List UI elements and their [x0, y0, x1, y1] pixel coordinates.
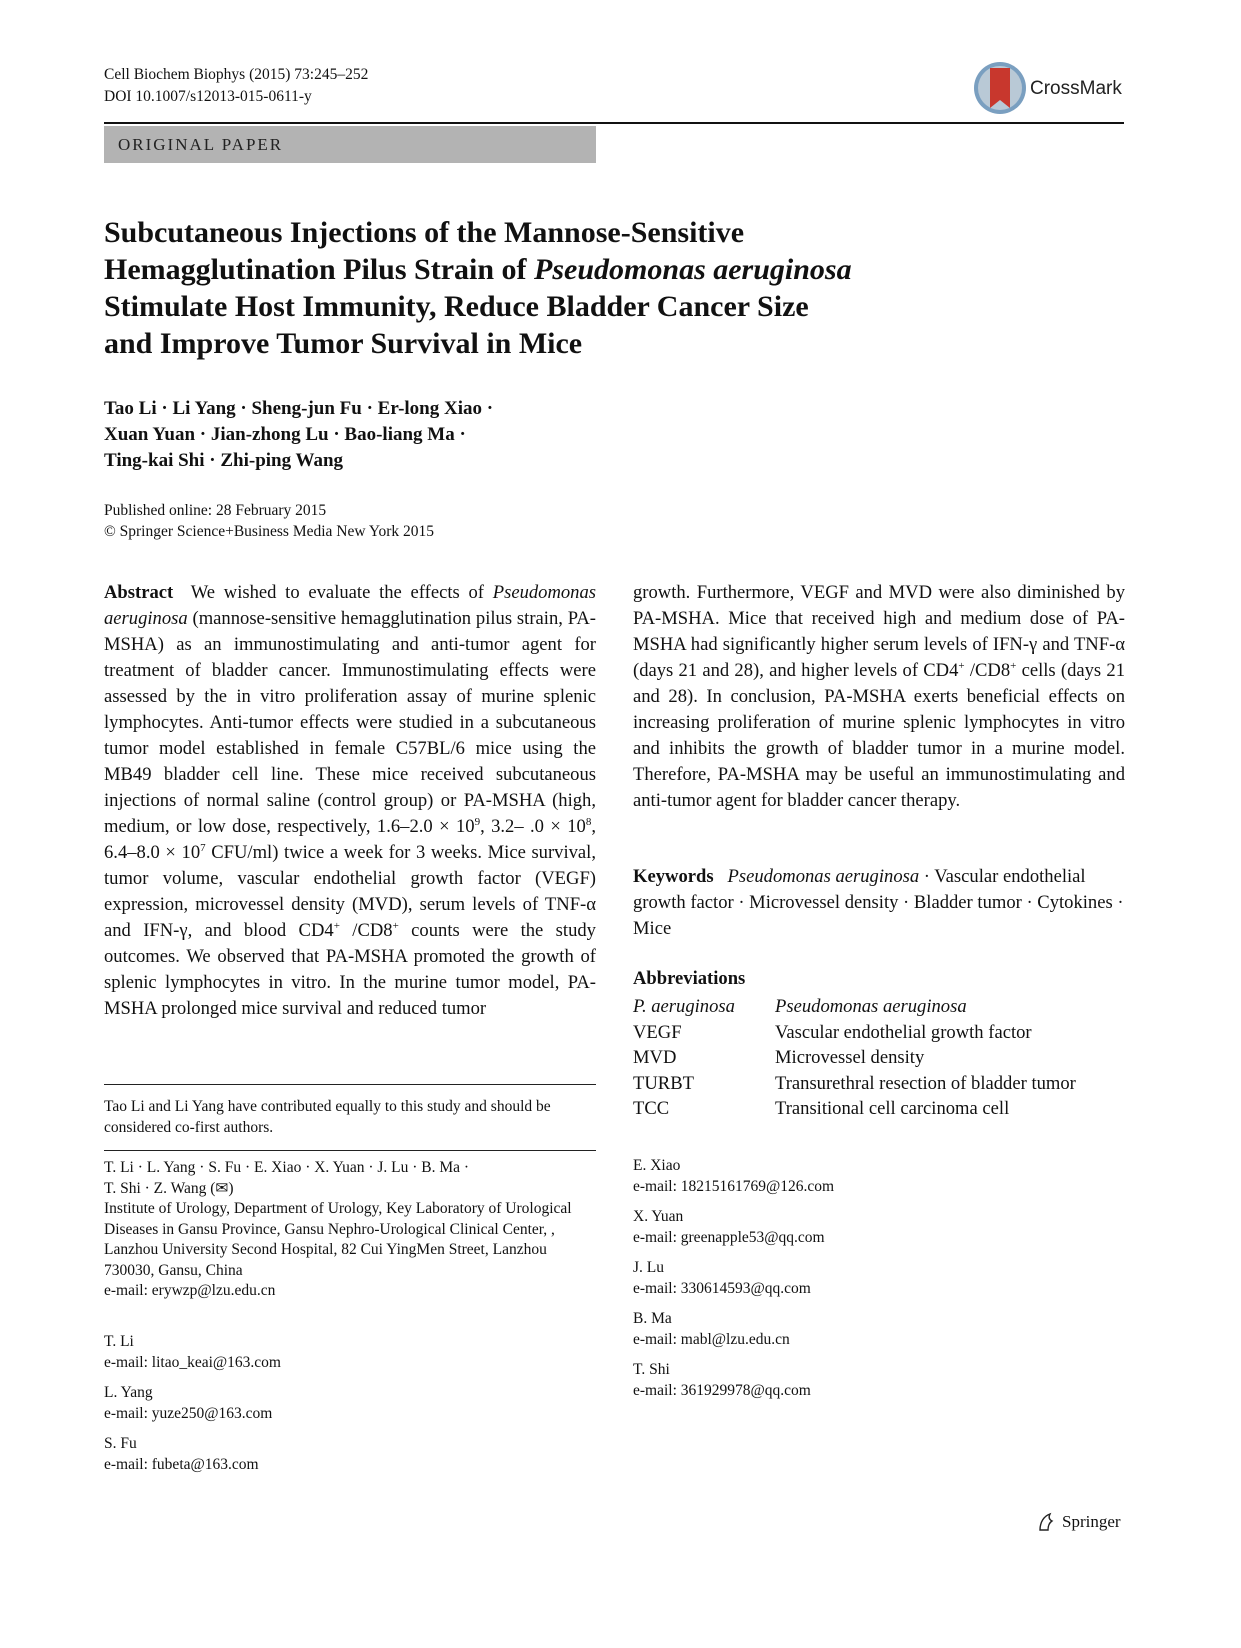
affiliation-rule — [104, 1150, 596, 1151]
crossmark-label: CrossMark — [1030, 78, 1122, 99]
contact-entry — [633, 1156, 834, 1197]
header-rule — [104, 122, 1124, 124]
abstract-text: /CD8 — [964, 660, 1011, 681]
crossmark-icon — [972, 60, 1028, 116]
contact-entry — [104, 1332, 281, 1373]
abbreviation-value: Vascular endothelial growth factor — [775, 1021, 1032, 1043]
contact-name: X. Yuan — [633, 1208, 684, 1225]
contact-email[interactable]: e-mail: yuze250@163.com — [104, 1404, 273, 1422]
journal-citation — [104, 64, 368, 108]
abstract-text: We wished to evaluate the effects of — [190, 582, 493, 603]
abbreviation-key: P. aeruginosa — [633, 996, 735, 1017]
abstract-label: Abstract — [104, 582, 174, 603]
abbreviation-row — [633, 1071, 1125, 1097]
contact-entry — [633, 1207, 834, 1248]
abbreviation-row — [633, 1096, 1125, 1122]
contact-name: T. Shi — [633, 1361, 670, 1378]
title-species: Pseudomonas aeruginosa — [534, 253, 852, 286]
contact-email[interactable]: e-mail: mabl@lzu.edu.cn — [633, 1330, 790, 1348]
contacts-left — [104, 1332, 281, 1485]
article-title — [104, 214, 1064, 362]
contact-entry — [633, 1258, 834, 1299]
journal-line: Cell Biochem Biophys (2015) 73:245–252 — [104, 66, 369, 83]
abbreviation-value: Transitional cell carcinoma cell — [775, 1098, 1010, 1119]
affiliation-institute: Institute of Urology, Department of Urology, Key Laboratory of Urological Diseases in Gansu Province, Gansu Nephro-Urological Clinical Center, , Lanzhou University Second Hospital, 82 Cui YingMen Street, Lanzhou 730030, Gansu, China — [104, 1200, 572, 1279]
affiliation-authors: T. Shi · Z. Wang (✉) — [104, 1179, 234, 1197]
affiliation-block — [104, 1158, 596, 1302]
keywords — [633, 864, 1125, 942]
abbreviation-key: MVD — [633, 1047, 677, 1068]
title-line: Hemagglutination Pilus Strain of — [104, 253, 535, 286]
abbreviation-key: TCC — [633, 1098, 670, 1119]
contact-entry — [633, 1360, 834, 1401]
contact-email[interactable]: e-mail: fubeta@163.com — [104, 1455, 259, 1473]
contact-entry — [633, 1309, 834, 1350]
abstract-right — [633, 580, 1125, 814]
abbreviations-heading: Abbreviations — [633, 968, 746, 989]
contact-email[interactable]: e-mail: litao_keai@163.com — [104, 1353, 281, 1371]
doi-line[interactable]: DOI 10.1007/s12013-015-0611-y — [104, 88, 312, 105]
abstract-left — [104, 580, 596, 1022]
affiliation-authors: T. Li · L. Yang · S. Fu · E. Xiao · X. Yuan · J. Lu · B. Ma · — [104, 1159, 470, 1176]
abstract-text: growth. Furthermore, VEGF and MVD were also diminished by PA-MSHA. Mice that received high and medium dose of PA-MSHA had significantly higher serum levels of IFN-γ and TNF-α (days 21 and 28), and higher levels of CD4 — [633, 582, 1125, 681]
title-line: and Improve Tumor Survival in Mice — [104, 327, 583, 360]
contact-email[interactable]: e-mail: 361929978@qq.com — [633, 1381, 811, 1399]
abbreviation-value: Microvessel density — [775, 1047, 925, 1068]
superscript: + — [333, 919, 340, 932]
contact-name: T. Li — [104, 1333, 134, 1350]
exponent: 8 — [585, 815, 592, 828]
superscript: + — [1010, 659, 1017, 672]
corresponding-email[interactable]: e-mail: erywzp@lzu.edu.cn — [104, 1282, 276, 1299]
exponent: 9 — [474, 815, 481, 828]
crossmark-badge[interactable] — [972, 60, 1124, 120]
contact-email[interactable]: e-mail: 18215161769@126.com — [633, 1177, 835, 1195]
abbreviation-value: Transurethral resection of bladder tumor — [775, 1072, 1076, 1094]
abstract-text: /CD8 — [339, 920, 393, 941]
superscript: + — [392, 919, 399, 932]
footnote-rule — [104, 1084, 596, 1085]
abbreviation-value: Pseudomonas aeruginosa — [775, 996, 967, 1017]
contacts-right — [633, 1156, 834, 1411]
abbreviation-row — [633, 1045, 1125, 1071]
abstract-text: cells (days 21 and 28). In conclusion, PA-MSHA exerts beneficial effects on increasing proliferation of murine splenic lymphocytes in vitro and inhibits the growth of bladder tumor in a murine model. Therefore, PA-MSHA may be useful an immunostimulating and anti-tumor agent for bladder cancer therapy. — [633, 660, 1125, 811]
author-line: Ting-kai Shi · Zhi-ping Wang — [104, 450, 344, 471]
abbreviation-key: TURBT — [633, 1072, 694, 1094]
abstract-text: , 3.2– .0 × 10 — [480, 816, 586, 837]
abstract-text: (mannose-sensitive hemagglutination pilus strain, PA-MSHA) as an immunostimulating and anti-tumor agent for treatment of bladder cancer. Immunostimulating effects were assessed by the in vitro proliferation assay of murine splenic lymphocytes. Anti-tumor effects were studied in a subcutaneous tumor model established in female C57BL/6 mice using the MB49 bladder cell line. These mice received subcutaneous injections of normal saline (control group) or PA-MSHA (high, medium, or low dose, respectively, 1.6–2.0 × 10 — [104, 608, 596, 837]
exponent: 7 — [200, 841, 206, 854]
contact-name: E. Xiao — [633, 1157, 681, 1174]
publication-info — [104, 500, 434, 542]
published-date: Published online: 28 February 2015 — [104, 502, 327, 519]
co-first-author-note: Tao Li and Li Yang have contributed equally to this study and should be considered co-first authors. — [104, 1098, 551, 1136]
springer-horse-icon — [1036, 1512, 1056, 1532]
copyright: © Springer Science+Business Media New York 2015 — [104, 523, 435, 540]
contact-entry — [104, 1434, 281, 1475]
abstract-species: Pseudomonas aeruginosa — [104, 582, 597, 629]
title-line: Stimulate Host Immunity, Reduce Bladder Cancer Size — [104, 290, 809, 323]
abstract-text: counts were the study outcomes. We observed that PA-MSHA promoted the growth of splenic lymphocytes in vitro. In the murine tumor model, PA-MSHA prolonged mice survival and reduced tumor — [104, 920, 596, 1019]
author-list — [104, 396, 493, 474]
springer-logo — [1036, 1512, 1121, 1532]
publisher-name: Springer — [1062, 1512, 1121, 1531]
abstract-text: CFU/ml) twice a week for 3 weeks. Mice survival, tumor volume, vascular endothelial growth factor (VEGF) expression, microvessel density (MVD), serum levels of TNF-α and IFN-γ, and blood CD4 — [104, 842, 596, 941]
contact-name: J. Lu — [633, 1259, 664, 1276]
abbreviation-key: VEGF — [633, 1021, 682, 1043]
keyword-list: · Vascular endothelial growth factor · Microvessel density · Bladder tumor · Cytokines · Mice — [633, 866, 1124, 939]
title-line: Subcutaneous Injections of the Mannose-Sensitive — [104, 216, 745, 249]
author-line: Xuan Yuan · Jian-zhong Lu · Bao-liang Ma · — [104, 424, 466, 445]
contact-name: B. Ma — [633, 1310, 672, 1327]
contact-email[interactable]: e-mail: greenapple53@qq.com — [633, 1228, 825, 1246]
author-line: Tao Li · Li Yang · Sheng-jun Fu · Er-long Xiao · — [104, 398, 494, 419]
keyword: Pseudomonas aeruginosa — [727, 866, 920, 887]
contact-name: L. Yang — [104, 1384, 153, 1401]
abbreviations-table — [633, 994, 1125, 1122]
contact-entry — [104, 1383, 281, 1424]
paper-type-banner: ORIGINAL PAPER — [104, 126, 596, 163]
abbreviation-row — [633, 1020, 1125, 1046]
contact-name: S. Fu — [104, 1435, 137, 1452]
abbreviation-row — [633, 994, 1125, 1020]
abstract-text: , 6.4–8.0 × 10 — [104, 816, 596, 863]
contact-email[interactable]: e-mail: 330614593@qq.com — [633, 1279, 811, 1297]
keywords-label: Keywords — [633, 866, 714, 887]
superscript: + — [958, 659, 965, 672]
